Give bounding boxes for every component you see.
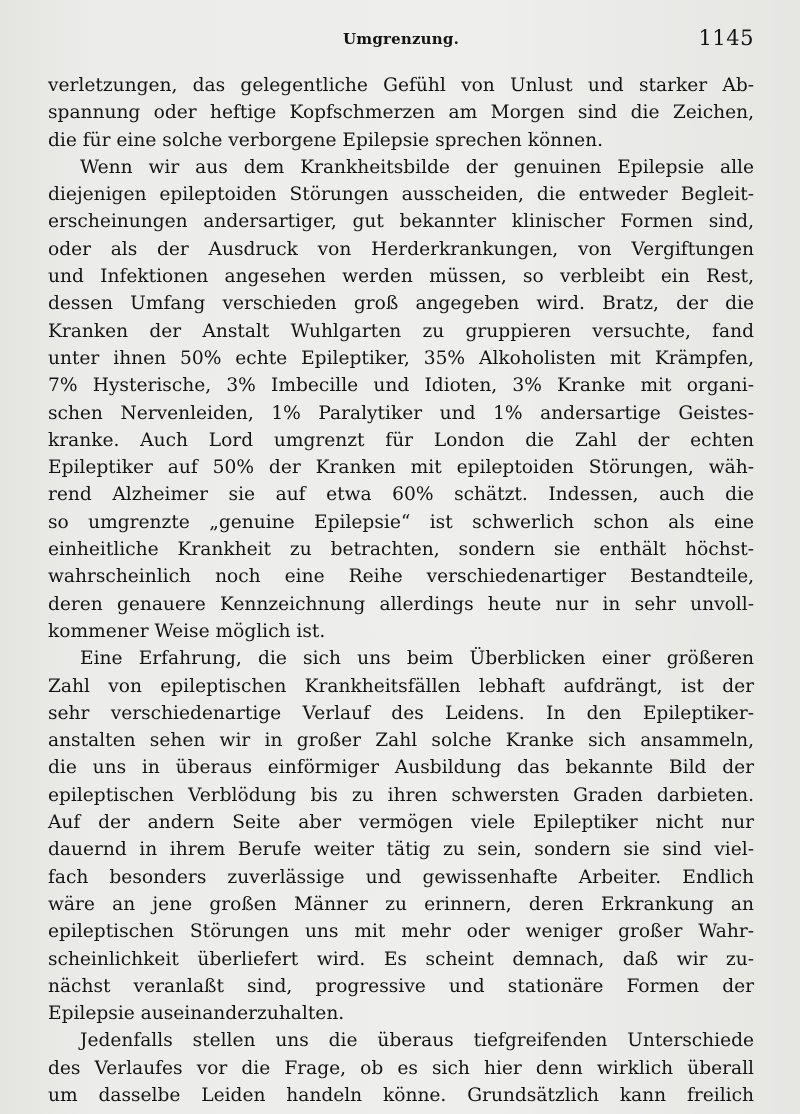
text-line: die uns in überaus einförmiger Ausbildung das bekannte Bild der [48, 757, 754, 779]
text-line: deren genauere Kennzeichnung allerdings heute nur in sehr unvoll- [48, 593, 754, 615]
text-line: die für eine solche verborgene Epilepsie sprechen können. [48, 129, 604, 151]
text-line: diejenigen epileptoiden Störungen ausscheiden, die entweder Begleit- [48, 184, 754, 206]
text-line: Zahl von epileptischen Krankheitsfällen lebhaft aufdrängt, ist der [48, 675, 754, 697]
text-line: sehr verschiedenartige Verlauf des Leidens. In den Epileptiker- [48, 702, 754, 724]
text-line: fach besonders zuverlässige und gewissenhafte Arbeiter. Endlich [48, 866, 754, 888]
text-line: kommener Weise möglich ist. [48, 620, 326, 642]
text-line: Epilepsie auseinanderzuhalten. [48, 1003, 345, 1025]
text-line: kranke. Auch Lord umgrenzt für London die Zahl der echten [48, 429, 754, 451]
text-line: erscheinungen andersartiger, gut bekannter klinischer Formen sind, [48, 211, 754, 233]
text-line: epileptischen Verblödung bis zu ihren schwersten Graden darbieten. [48, 784, 754, 806]
text-line: rend Alzheimer sie auf etwa 60% schätzt. Indessen, auch die [48, 484, 754, 506]
text-line: wahrscheinlich noch eine Reihe verschiedenartiger Bestandteile, [48, 566, 754, 588]
running-title: Umgrenzung. [342, 30, 460, 48]
text-line: so umgrenzte „genuine Epilepsie“ ist schwerlich schon als eine [48, 511, 754, 533]
text-line: spannung oder heftige Kopfschmerzen am Morgen sind die Zeichen, [48, 102, 754, 124]
text-line: schen Nervenleiden, 1% Paralytiker und 1% andersartige Geistes- [48, 402, 754, 424]
text-line: des Verlaufes vor die Frage, ob es sich hier denn wirklich überall [48, 1057, 754, 1079]
text-line: nächst veranlaßt sind, progressive und stationäre Formen der [48, 975, 754, 997]
text-line: um dasselbe Leiden handeln könne. Grundsätzlich kann freilich [48, 1084, 754, 1106]
page-header [48, 26, 754, 60]
text-line: oder als der Ausdruck von Herderkrankungen, von Vergiftungen [48, 238, 754, 260]
text-line: Wenn wir aus dem Krankheitsbilde der genuinen Epilepsie alle [80, 156, 754, 178]
body-text [48, 72, 754, 1109]
page-number: 1145 [698, 26, 754, 50]
text-line: epileptischen Störungen uns mit mehr oder weniger großer Wahr- [48, 921, 754, 943]
text-line: dauernd in ihrem Berufe weiter tätig zu sein, sondern sie sind viel- [48, 839, 754, 861]
text-line: 7% Hysterische, 3% Imbecille und Idioten, 3% Kranke mit organi- [48, 375, 754, 397]
text-line: dessen Umfang verschieden groß angegeben wird. Bratz, der die [48, 293, 754, 315]
text-line: Epileptiker auf 50% der Kranken mit epileptoiden Störungen, wäh- [48, 457, 754, 479]
text-line: und Infektionen angesehen werden müssen, so verbleibt ein Rest, [48, 266, 754, 288]
text-line: scheinlichkeit überliefert wird. Es scheint demnach, daß wir zu- [48, 948, 754, 970]
text-line: Kranken der Anstalt Wuhlgarten zu gruppieren versuchte, fand [48, 320, 754, 342]
text-line: anstalten sehen wir in großer Zahl solche Kranke sich ansammeln, [48, 730, 754, 752]
text-line: verletzungen, das gelegentliche Gefühl von Unlust und starker Ab- [48, 75, 754, 96]
text-line: wäre an jene großen Männer zu erinnern, deren Erkrankung an [48, 893, 754, 915]
text-line: Eine Erfahrung, die sich uns beim Überblicken einer größeren [80, 648, 754, 670]
text-line: einheitliche Krankheit zu betrachten, sondern sie enthält höchst- [48, 539, 754, 561]
text-line: Auf der andern Seite aber vermögen viele Epileptiker nicht nur [48, 812, 754, 834]
text-line: Jedenfalls stellen uns die überaus tiefgreifenden Unterschiede [80, 1030, 754, 1052]
text-line: unter ihnen 50% echte Epileptiker, 35% Alkoholisten mit Krämpfen, [48, 347, 754, 369]
